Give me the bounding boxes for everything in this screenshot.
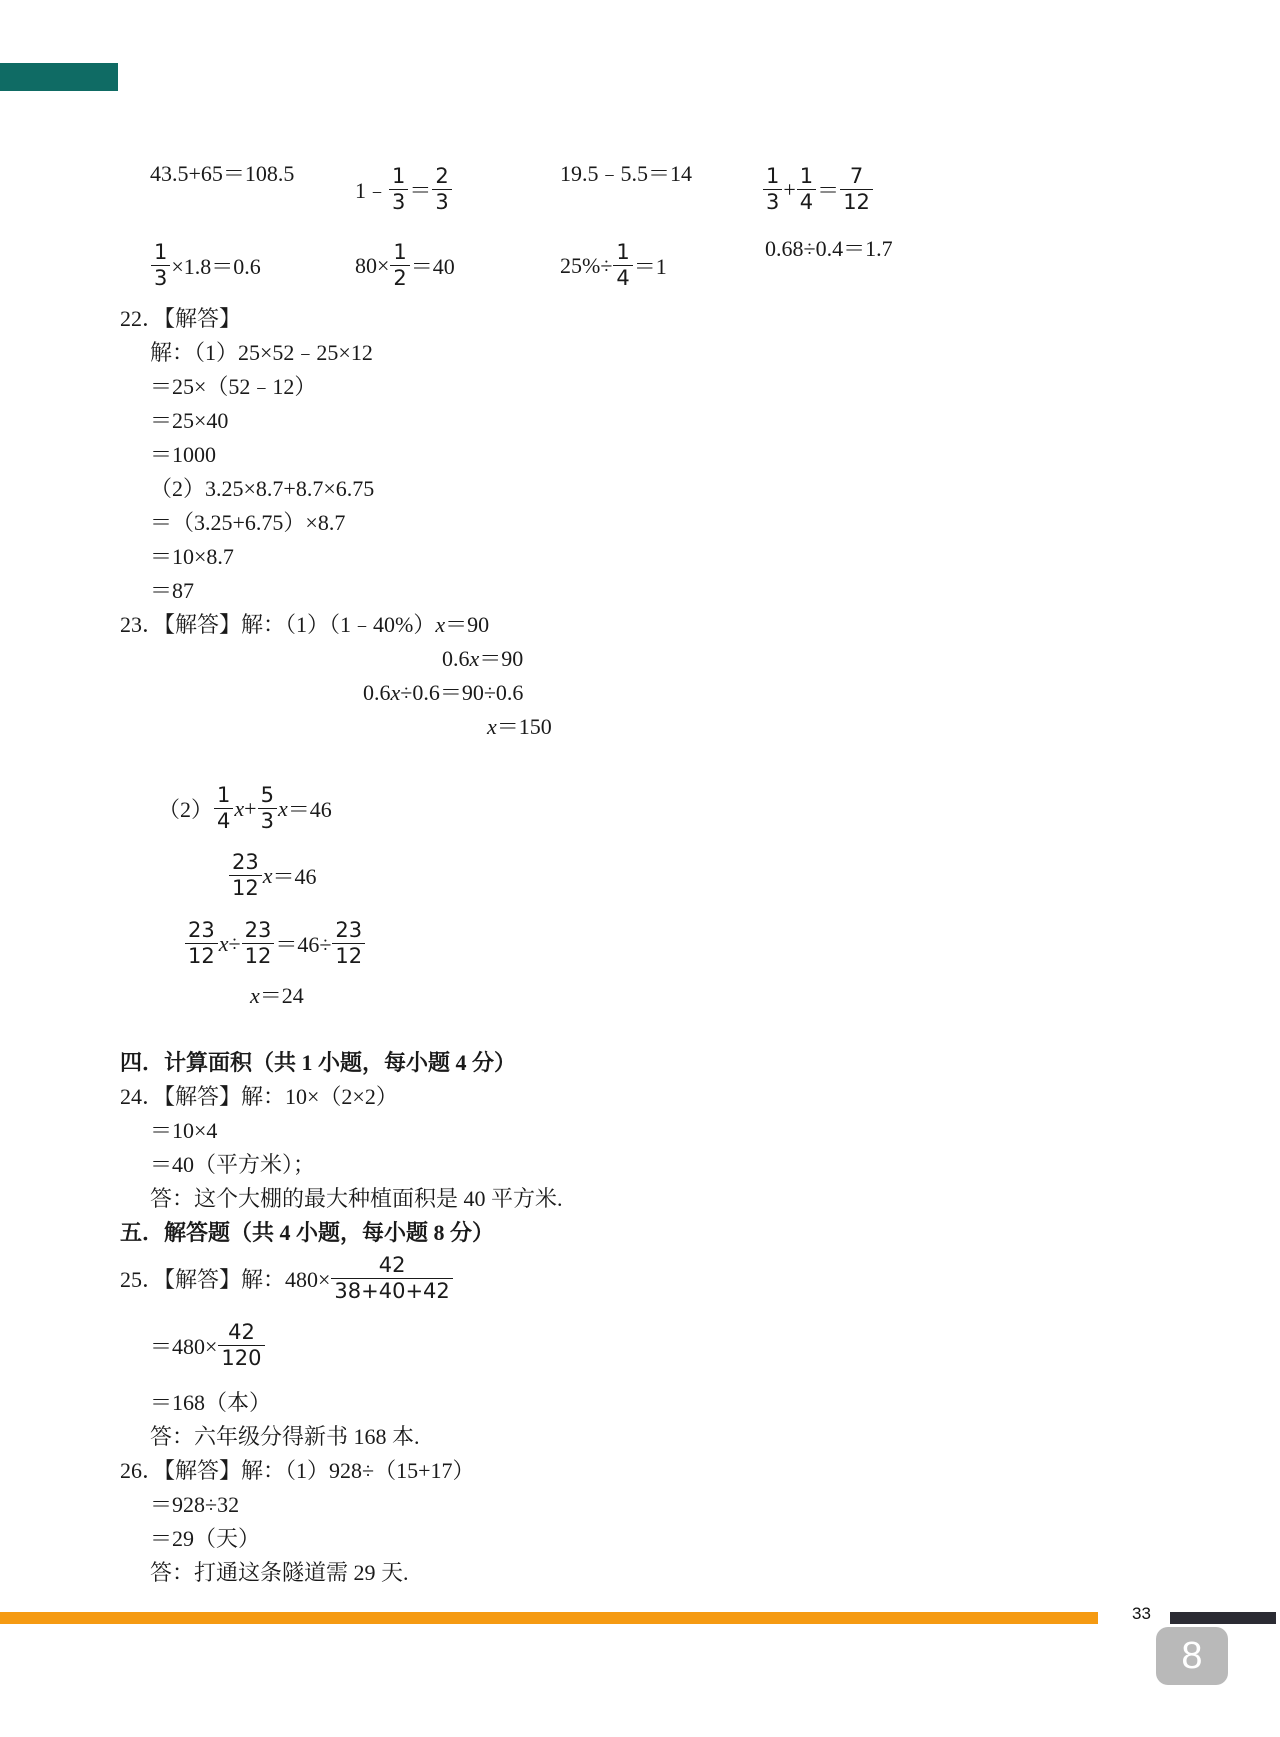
page-number: 33 (1132, 1604, 1151, 1623)
q22-line: ＝1000 (150, 442, 217, 467)
q24-answer: 答：这个大棚的最大种植面积是 40 平方米. (150, 1186, 563, 1211)
calc-1: 43.5+65＝108.5 (150, 161, 295, 186)
header-accent-bar (0, 63, 118, 91)
calc-4: $\frac{1}{3}$ + $\frac{1}{4}$ ＝ $\frac{7}{12}$ (762, 164, 874, 215)
fraction: $\frac{1}{3}$ (763, 164, 782, 215)
q22-line: ＝10×8.7 (150, 544, 234, 569)
fraction: $\frac{42}{38+40+42}$ (331, 1253, 452, 1304)
q22-line: ＝25×40 (150, 408, 229, 433)
q23-p2-eq4: x＝24 (250, 983, 304, 1008)
footer-dark-bar (1170, 1612, 1276, 1624)
footer-orange-bar (0, 1612, 1098, 1624)
fraction: $\frac{1}{4}$ (214, 783, 233, 834)
q23-p2-eq3: $\frac{23}{12}$ x ÷ $\frac{23}{12}$ ＝46÷ $\frac{23}{12}$ (184, 918, 366, 969)
q23-p2-eq1: （2） $\frac{1}{4}$ x + $\frac{5}{3}$ x ＝46 (158, 783, 332, 833)
fraction: $\frac{23}{12}$ (229, 850, 262, 901)
calc-2: 1﹣ $\frac{1}{3}$ ＝ $\frac{2}{3}$ (355, 164, 453, 215)
q23-p1-eq2: 0.6x＝90 (442, 646, 524, 671)
q23-p1-eq4: x＝150 (487, 714, 552, 739)
q24-line: ＝10×4 (150, 1118, 218, 1143)
fraction: $\frac{5}{3}$ (258, 783, 277, 834)
fraction: $\frac{23}{12}$ (185, 918, 218, 969)
q23-p2-eq2: $\frac{23}{12}$ x ＝46 (228, 850, 317, 901)
calc-6: 80× $\frac{1}{2}$ ＝40 (355, 240, 455, 290)
calc-7: 25%÷ $\frac{1}{4}$ ＝1 (560, 240, 667, 290)
fraction: $\frac{1}{4}$ (613, 240, 632, 291)
fraction: $\frac{2}{3}$ (432, 164, 451, 215)
calc-3: 19.5﹣5.5＝14 (560, 161, 693, 186)
q22-line: ＝（3.25+6.75）×8.7 (150, 510, 346, 535)
fraction: $\frac{7}{12}$ (840, 164, 873, 215)
fraction: $\frac{1}{2}$ (390, 240, 409, 291)
fraction: $\frac{23}{12}$ (242, 918, 275, 969)
fraction: $\frac{1}{4}$ (797, 164, 816, 215)
q25-line: ＝168（本） (150, 1390, 272, 1415)
q22-line: （2）3.25×8.7+8.7×6.75 (150, 476, 375, 501)
fraction: $\frac{1}{3}$ (389, 164, 408, 215)
q24-line: ＝40（平方米）； (150, 1152, 316, 1177)
q23-title: 23．【解答】解：（1）（1﹣40%）x＝90 (120, 612, 490, 637)
q26-line: ＝29（天） (150, 1526, 261, 1551)
fraction: $\frac{1}{3}$ (151, 240, 170, 291)
fraction: $\frac{23}{12}$ (332, 918, 365, 969)
calc-5: $\frac{1}{3}$ ×1.8＝0.6 (150, 240, 261, 291)
section-5-heading: 五．解答题（共 4 小题，每小题 8 分） (120, 1220, 495, 1245)
q22-title: 22．【解答】 (120, 306, 242, 331)
q24-title: 24．【解答】解：10×（2×2） (120, 1084, 398, 1109)
q25-answer: 答：六年级分得新书 168 本. (150, 1424, 420, 1449)
section-4-heading: 四．计算面积（共 1 小题，每小题 4 分） (120, 1050, 517, 1075)
q25-line-2: ＝480× $\frac{42}{120}$ (150, 1320, 266, 1371)
q26-title: 26．【解答】解：（1）928÷（15+17） (120, 1458, 475, 1483)
q22-line: ＝25×（52﹣12） (150, 374, 317, 399)
q26-line: ＝928÷32 (150, 1492, 240, 1517)
q25-title: 25．【解答】解：480× $\frac{42}{38+40+42}$ (120, 1253, 454, 1304)
q26-answer: 答：打通这条隧道需 29 天. (150, 1560, 409, 1585)
q23-p1-eq3: 0.6x÷0.6＝90÷0.6 (363, 680, 524, 705)
fraction: $\frac{42}{120}$ (218, 1320, 264, 1371)
q22-line: 解：（1）25×52﹣25×12 (150, 340, 373, 365)
calc-8: 0.68÷0.4＝1.7 (765, 236, 893, 261)
q22-line: ＝87 (150, 578, 195, 603)
page-badge: 8 (1156, 1627, 1228, 1685)
